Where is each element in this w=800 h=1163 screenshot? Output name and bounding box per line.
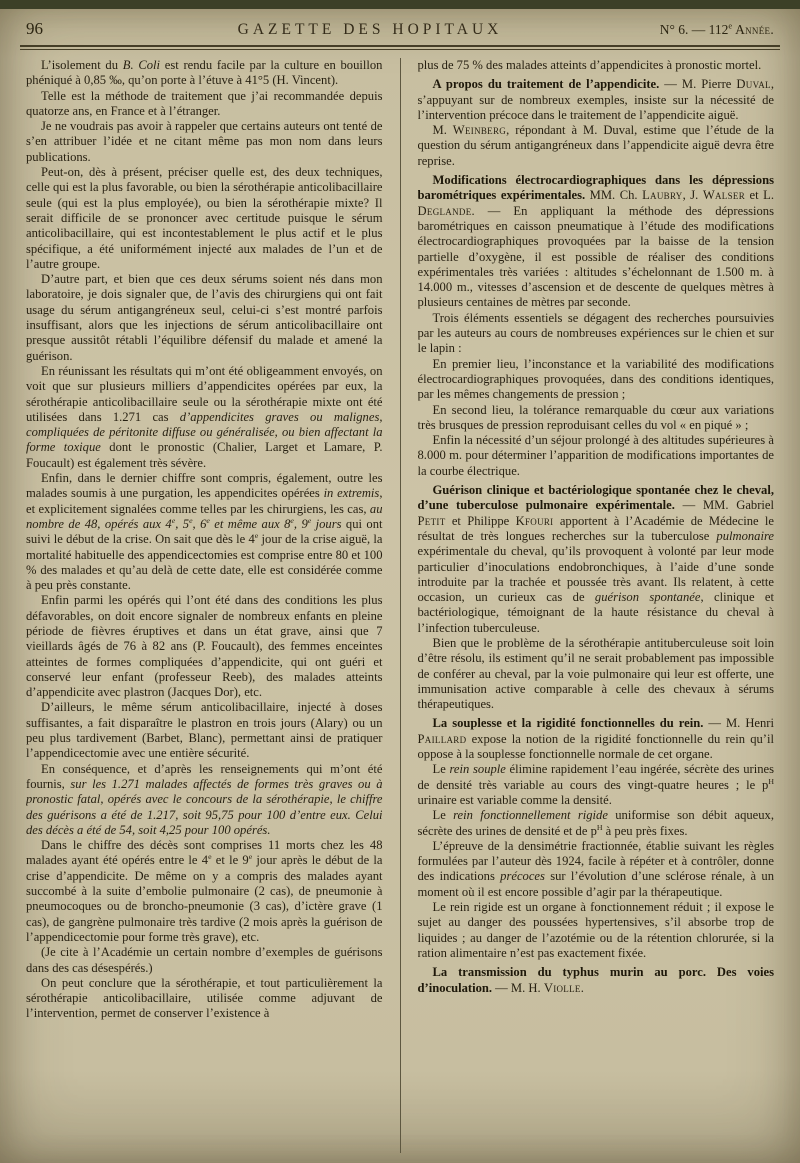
text-segment: H (596, 822, 603, 832)
text-segment: qui ont suivi le début de la crise. On sait que dès le 4 (26, 516, 383, 547)
text-segment: La souplesse et la rigidité fonctionnelles du rein. (432, 716, 704, 731)
text-segment: Le rein rigide est un organe à fonctionnement réduit ; il expose le sujet au danger des poussées hypertensives, s’il absorbe trop de liquides ; au danger de l’azotémie ou de la rétention chlorurée, si la ration alimentaire n’est pas exactement fixée. (417, 900, 774, 960)
text-segment: , 6 (192, 516, 207, 531)
paragraph (26, 119, 383, 165)
text-segment: M. (432, 123, 453, 138)
text-segment: et même aux 8 (209, 516, 291, 531)
paragraph (26, 272, 383, 364)
text-segment: pulmonaire (716, 528, 774, 543)
paragraph (26, 89, 383, 120)
text-segment: e (206, 515, 210, 525)
text-segment: , clinique et bactériologique, témoignant de la haute résistance du cheval à l’infection tuberculeuse. (417, 590, 774, 635)
text-segment: sur les 1.271 malades affectés de formes très graves ou à pronostic fatal, opérés avec le concours de la sérothérapie, le chiffre des guérisons a été de 1.217, soit 95,75 pour 100 d’entre eux. Celui des décès a été de 54, soit 4,25 pour 100 opérés. (26, 776, 383, 837)
paragraph (418, 965, 775, 996)
text-segment: Enfin, dans le dernier chiffre sont compris, également, outre les malades soumis à une purgation, les appendicites opérées (26, 471, 383, 501)
page-top-band (0, 0, 800, 9)
text-segment: Le (432, 762, 450, 777)
text-segment: élimine rapidement l’eau ingérée, sécrète des urines de densité très variable au cours des vingt-quatre heures ; le p (417, 762, 774, 792)
text-segment: est rendu facile par la culture en bouillon phéniqué à 0,85 ‰, qu’on porte à l’étuve à 41°5 (H. Vincent). (26, 58, 383, 88)
text-segment: Telle est la méthode de traitement que j’ai recommandée depuis quatorze ans, en France et à l’étranger. (26, 88, 383, 118)
text-segment: . (580, 980, 584, 995)
text-segment: expérimentale du cheval, qu’ils provoquent à volonté par leur mode particulier d’inoculations endobronchiques, à l’aide d’une sonde introduite par la trachée et poussée très avant. Ils relatent, à cette occasion, un curieux cas de (417, 544, 774, 605)
text-segment: Année. (732, 22, 774, 37)
text-segment: Kfouri (515, 513, 554, 528)
text-segment: Weinberg (452, 123, 507, 138)
text-segment: L’isolement du (41, 58, 123, 72)
paragraph (418, 433, 775, 479)
text-segment: urinaire est variable comme la densité. (417, 792, 612, 807)
text-segment: D’ailleurs, le même sérum anticolibacillaire, injecté à doses suffisantes, a fait disparaître le plastron en trois jours (Alary) ou un peu plus tardivement (Barbet, Blanc), permettant ainsi de pratiquer l’appendicectomie avec une entière sécurité. (26, 700, 383, 761)
header-rule (20, 45, 780, 50)
text-segment: — M. H. (492, 980, 544, 995)
text-segment: e (254, 531, 259, 541)
paragraph (418, 808, 775, 839)
text-segment: apportent à l’Académie de Médecine le résultat de très longues recherches sur la tuberculose (417, 513, 774, 543)
text-segment: Duval (736, 77, 771, 92)
paragraph (418, 58, 775, 73)
text-segment: — M. Henri (703, 716, 774, 731)
text-segment: En premier lieu, l’inconstance et la variabilité des modifications électrocardiographiques provoquées, dans des conditions identiques, par les mêmes changements de pression ; (417, 356, 774, 402)
text-segment: Guérison clinique et bactériologique spontanée chez le cheval, d’une tuberculose pulmonaire expérimentale. (417, 483, 774, 513)
issue-label (574, 22, 774, 38)
paragraph (26, 838, 383, 945)
text-segment: e (189, 515, 193, 525)
text-segment: Peut-on, dès à présent, préciser quelle est, des deux techniques, celle qui est la plus favorable, ou bien la sérothérapie anticolibacillaire seule (qui est la plus employée), ou bien la sérothérapie mixte? Il serait difficile de se prononcer avec certitude puisque le sérum anticolibacillaire, qui est incontestablement le plus actif et le plus spécifique, a été uniformément injecté aux malades de l’un et de l’autre groupe. (26, 165, 383, 271)
text-segment: guérison spontanée (594, 590, 701, 605)
text-segment: Walser (702, 188, 746, 203)
text-segment: jour après le début de la crise d’appendicite. De même on y a compris des malades ayant succombé à la suite d’embolie pulmonaire (2 cas), de pneumonie à pneumocoques ou de broncho-pneumonie (3 cas), d’ictère grave (1 cas), de gangrène pulmonaire très tardive (2 mois après la guérison de l’appendicectomie pour forme très grave), etc. (26, 853, 383, 944)
article-body (26, 58, 774, 1153)
page-number: 96 (26, 19, 43, 38)
text-segment: N° 6. — 112 (659, 22, 729, 37)
text-segment: d’appendicites graves ou malignes, compliquées de péritonite diffuse ou généralisée, ou bien affectant la forme toxique (26, 409, 383, 455)
paragraph (26, 471, 383, 593)
text-segment: rein souple (449, 762, 506, 777)
text-segment: e (290, 515, 294, 525)
text-segment: Laubry (642, 188, 683, 203)
left-column (26, 58, 383, 1153)
paragraph (26, 364, 383, 471)
text-segment: à peu près fixes. (602, 823, 688, 838)
text-segment: e (307, 515, 312, 525)
paragraph (418, 716, 775, 762)
text-segment: Je ne voudrais pas avoir à rappeler que certains auteurs ont tenté de s’en attribuer l’idée et ne citant même pas mon nom dans leurs publications. (26, 119, 383, 164)
text-segment: En second lieu, la tolérance remarquable du cœur aux variations très brusques de pression reproduisant celles du vol « en piqué » ; (417, 402, 774, 432)
paragraph (418, 311, 775, 357)
text-segment: e (728, 21, 733, 31)
text-segment: H (768, 776, 774, 786)
text-segment: in extremis (323, 486, 380, 501)
text-segment: Deglande (417, 203, 472, 218)
paragraph (418, 123, 775, 169)
paragraph (418, 77, 775, 123)
paragraph (26, 165, 383, 272)
paragraph (26, 762, 383, 838)
text-segment: Trois éléments essentiels se dégagent des recherches poursuivies par les auteurs au cours de nombreuses expériences sur le chien et sur le lapin : (417, 310, 774, 356)
paragraph (26, 976, 383, 1022)
text-segment: et Philippe (445, 513, 516, 528)
text-segment: dont le pronostic (Chalier, Larget et Lamare, P. Foucault) est également très sévère. (26, 440, 383, 470)
text-segment: A propos du traitement de l’appendicite. (432, 77, 660, 92)
text-segment: au nombre de 48, opérés aux 4 (26, 501, 383, 531)
paragraph (418, 839, 775, 900)
text-segment: , s’appuyant sur de nombreux exemples, insiste sur la nécessité de l’intervention précoce dans le traitement de l’appendicite aiguë. (417, 77, 774, 122)
column-divider (400, 58, 401, 1153)
paragraph (418, 900, 775, 961)
text-segment: , 9 (293, 516, 308, 531)
paragraph (418, 357, 775, 403)
text-segment: , J. (682, 188, 703, 203)
text-segment: On peut conclure que la sérothérapie, et tout particulièrement la sérothérapie anticolibacillaire, utilisée comme adjuvant de l’intervention, permet de conserver l’existence à (26, 975, 383, 1021)
text-segment: plus de 75 % des malades atteints d’appendicites à pronostic mortel. (417, 58, 762, 72)
text-segment: Enfin la nécessité d’un séjour prolongé à des altitudes supérieures à 8.000 m. pour déterminer l’apparition de modifications importantes de la courbe électrique. (417, 433, 774, 478)
text-segment: précoces (500, 869, 545, 884)
text-segment: La transmission du typhus murin au porc. Des voies d’inoculation. (417, 965, 774, 995)
journal-title: GAZETTE DES HOPITAUX (237, 21, 503, 38)
text-segment: jour de la crise aiguë, la mortalité habituelle des appendicectomies est comprise entre 80 et 100 % des malades et qu’au delà de cette date, elle est considérée comme à peu près constante. (26, 532, 383, 593)
text-segment: Le (432, 808, 454, 823)
text-segment: . — En appliquant la méthode des dépressions barométriques en caisson pneumatique à l’étude des modifications électrocardiographiques provoquées par la baisse de la tension partielle d’oxygène, il est possible de réaliser des conditions expérimentales très variées : altitudes s’échelonnant de 1.500 m. à 14.000 m., vitesses d’ascension et de descente de quelques mètres à plusieurs centaines de mètres par seconde. (417, 203, 774, 310)
text-segment: Enfin parmi les opérés qui l’ont été dans des conditions les plus défavorables, on doit encore signaler de nombreux enfants en pleine période de fièvres éruptives et dans un état grave, ainsi que 7 vieillards âgés de 76 à 82 ans (P. Foucault), des femmes enceintes atteintes de formes compliquées d’appendicite, qui ont guéri et conservé leur enfant (professeur Reeb), des malades atteints d’appendicite avec plastron (Jacques Dor), etc. (26, 593, 383, 700)
text-segment: , répondant à M. Duval, estime que l’étude de la question du sérum antigangréneux dans l’appendicite aiguë devra être reprise. (417, 123, 774, 168)
text-segment: jours (311, 516, 342, 531)
text-segment: , 5 (175, 516, 190, 531)
text-segment: e (171, 515, 176, 525)
text-segment: , et explicitement signalées comme telles par les chirurgiens, les cas, (26, 486, 383, 516)
text-segment: — M. Pierre (659, 77, 737, 92)
paragraph (418, 173, 775, 311)
text-segment: Modifications électrocardiographiques dans les dépressions barométriques expérimentales. (417, 173, 774, 203)
paragraph (418, 403, 775, 434)
text-segment: Dans le chiffre des décès sont comprises 11 morts chez les 48 malades ayant été opérés entre le 4 (26, 838, 383, 868)
text-segment: Petit (417, 513, 446, 528)
right-column (418, 58, 775, 1153)
text-segment: expose la notion de la rigidité fonctionnelle du rein qu’il oppose à la souplesse fonctionnelle normale de cet organe. (417, 731, 774, 762)
text-segment: Violle (543, 980, 581, 995)
text-segment: e (248, 852, 253, 862)
text-segment: et L. (745, 188, 774, 203)
text-segment: Bien que le problème de la sérothérapie antituberculeuse soit loin d’être résolu, ils estiment qu’il ne serait probablement pas impossible de conférer au cheval, par la voie pulmonaire qui leur est offerte, une immunisation active comparable à celle des chevaux à sérums thérapeutiques. (417, 635, 774, 712)
text-segment: B. Coli (122, 58, 161, 72)
text-segment: L’épreuve de la densimétrie fractionnée, établie suivant les règles formulées par l’auteur dès 1924, facile à répéter et à contrôler, donne des indications (417, 838, 774, 884)
paragraph (26, 700, 383, 761)
paragraph (418, 483, 775, 636)
paragraph (26, 945, 383, 976)
masthead (0, 19, 800, 39)
text-segment: uniformise son débit aqueux, sécrète des urines de densité et de p (417, 808, 774, 838)
text-segment: MM. Ch. (585, 188, 643, 203)
text-segment: sur l’évolution d’une sclérose rénale, à un moment où il est encore possible d’agir par la thérapeutique. (417, 869, 774, 899)
text-segment: (Je cite à l’Académie un certain nombre d’exemples de guérisons dans des cas désespérés.) (26, 945, 383, 975)
text-segment: et le 9 (211, 853, 249, 868)
text-segment: En conséquence, et d’après les renseignements qui m’ont été fournis, (26, 761, 383, 791)
text-segment: En réunissant les résultats qui m’ont été obligeamment envoyés, on voit que sur plusieurs milliers d’appendicites opérées par eux, la sérothérapie anticolibacillaire seule ou la sérothérapie mixte ont été utilisées dans 1.271 cas (26, 363, 383, 424)
text-segment: e (208, 852, 212, 862)
paragraph (418, 762, 775, 808)
text-segment: D’autre part, et bien que ces deux sérums soient nés dans mon laboratoire, je dois signaler que, de l’avis des chirurgiens qui ont fait usage du sérum antigangréneux seul, celui-ci s’est montré parfois insuffisant, alors que les injections de sérum anticolibacillaire ont presque aussitôt rétabli l’équilibre défensif du malade et amené la guérison. (26, 272, 383, 363)
text-segment: Paillard (417, 731, 467, 746)
paragraph (26, 593, 383, 700)
text-segment: — MM. Gabriel (674, 498, 774, 513)
paragraph (26, 58, 383, 89)
paragraph (418, 636, 775, 712)
text-segment: rein fonctionnellement rigide (453, 808, 608, 823)
